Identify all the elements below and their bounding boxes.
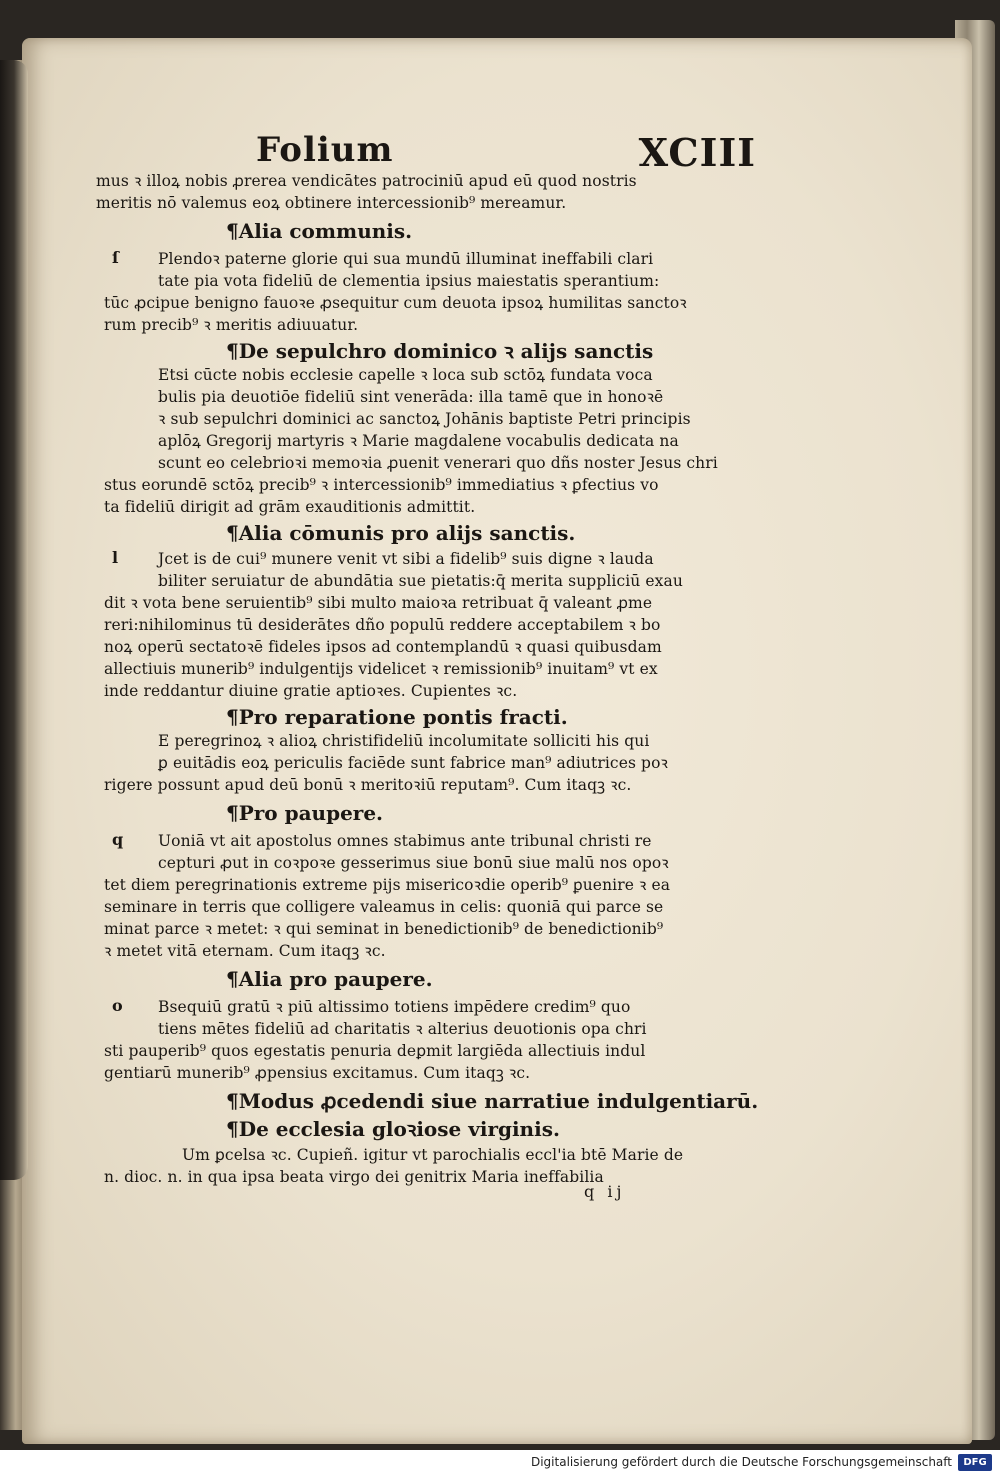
text-line: Plendoꝛ paterne glorie qui sua mundū illuminat ineffabili clari <box>158 250 654 268</box>
text-line: tūc ꝓcipue benigno fauoꝛe ꝓsequitur cum deuota ipsoꝝ humilitas sanctoꝛ <box>104 294 687 312</box>
text-line: ta fideliū dirigit ad grām exauditionis admittit. <box>104 498 476 516</box>
dfg-logo: DFG <box>958 1454 992 1471</box>
section-heading: ¶Alia communis. <box>226 219 413 243</box>
text-line: rigere possunt apud deū bonū ꝛ meritoꝛiū reputam⁹. Cum itaqꝫ ꝛc. <box>104 776 632 794</box>
section-heading: ¶Modus ꝓcedendi siue narratiue indulgentiarū. <box>226 1089 759 1113</box>
text-line: scunt eo celebrioꝛi memoꝛia ꝓuenit venerari quo dñs noster Jesus chri <box>158 454 718 472</box>
folio-number: XCIII <box>638 130 756 175</box>
text-line: reri:nihilominus tū desiderātes dño populū reddere acceptabilem ꝛ bo <box>104 616 661 634</box>
section-heading: ¶Pro reparatione pontis fracti. <box>226 705 568 729</box>
section-heading: ¶De sepulchro dominico ꝛ alijs sanctis <box>226 339 654 363</box>
page-header <box>256 130 756 175</box>
text-line: inde reddantur diuine gratie aptioꝛes. Cupientes ꝛc. <box>104 682 518 700</box>
text-line: allectiuis munerib⁹ indulgentijs videlicet ꝛ remissionib⁹ inuitam⁹ vt ex <box>104 660 658 678</box>
text-line: ꝛ sub sepulchri dominici ac sanctoꝝ Johānis baptiste Petri principis <box>158 410 691 428</box>
signature-mark: q ij <box>584 1182 626 1201</box>
text-line: rum precib⁹ ꝛ meritis adiuuatur. <box>104 316 359 334</box>
guide-letter: q <box>112 830 124 849</box>
section-heading: ¶Alia pro paupere. <box>226 967 433 991</box>
text-line: E peregrinoꝝ ꝛ alioꝝ christifideliū incolumitate solliciti his qui <box>158 732 650 750</box>
text-line: sti pauperib⁹ quos egestatis penuria deꝑmit largiēda allectiuis indul <box>104 1042 646 1060</box>
text-line: minat parce ꝛ metet: ꝛ qui seminat in benedictionib⁹ de benedictionib⁹ <box>104 920 664 938</box>
header-word: Folium <box>256 130 394 170</box>
guide-letter: l <box>112 548 119 567</box>
text-line: Um ꝑcelsa ꝛc. Cupieñ. igitur vt parochialis eccl'ia btē Marie de <box>182 1146 684 1164</box>
footer-bar <box>0 1450 1000 1476</box>
text-line: aplōꝝ Gregorij martyris ꝛ Marie magdalene vocabulis dedicata na <box>158 432 679 450</box>
text-line: tet diem peregrinationis extreme pijs misericoꝛdie operib⁹ ꝑuenire ꝛ ea <box>104 876 671 894</box>
text-line: stus eorundē sctōꝝ precib⁹ ꝛ intercessionib⁹ immediatius ꝛ ꝑfectius vo <box>104 476 659 494</box>
text-line: cepturi ꝓut in coꝛpoꝛe gesserimus siue bonū siue malū nos opoꝛ <box>158 854 669 872</box>
text-line: meritis nō valemus eoꝝ obtinere intercessionib⁹ mereamur. <box>96 194 567 212</box>
guide-letter: ſ <box>112 248 119 267</box>
section-heading: ¶De ecclesia gloꝛiose virginis. <box>226 1117 560 1141</box>
text-line: tiens mētes fideliū ad charitatis ꝛ alterius deuotionis opa chri <box>158 1020 647 1038</box>
text-line: n. dioc. n. in qua ipsa beata virgo dei genitrix Maria ineffabilia <box>104 1168 604 1186</box>
text-line: gentiarū munerib⁹ ꝓpensius excitamus. Cum itaqꝫ ꝛc. <box>104 1064 531 1082</box>
text-line: tate pia vota fideliū de clementia ipsius maiestatis sperantium: <box>158 272 660 290</box>
footer-credit: Digitalisierung gefördert durch die Deutsche Forschungsgemeinschaft <box>530 1455 952 1469</box>
text-line: mus ꝛ illoꝝ nobis ꝓrerea vendicātes patrociniū apud eū quod nostris <box>96 172 637 190</box>
text-line: bulis pia deuotiōe fideliū sint venerāda: illa tamē que in honoꝛē <box>158 388 664 406</box>
section-heading: ¶Pro paupere. <box>226 801 384 825</box>
text-line: ꝛ metet vitā eternam. Cum itaqꝫ ꝛc. <box>104 942 386 960</box>
text-line: Etsi cūcte nobis ecclesie capelle ꝛ loca sub sctōꝝ fundata voca <box>158 366 653 384</box>
text-line: dit ꝛ vota bene seruientib⁹ sibi multo maioꝛa retribuat q̄ valeant ꝓme <box>104 594 653 612</box>
text-line: seminare in terris que colligere valeamus in celis: quoniā qui parce se <box>104 898 664 916</box>
text-line: noꝝ operū sectatoꝛē fideles ipsos ad contemplandū ꝛ quasi quibusdam <box>104 638 662 656</box>
text-line: Jcet is de cui⁹ munere venit vt sibi a fidelib⁹ suis digne ꝛ lauda <box>158 550 654 568</box>
text-line: biliter seruiatur de abundātia sue pietatis:q̄ merita suppliciū exau <box>158 572 683 590</box>
text-line: ꝑ euitādis eoꝝ periculis faciēde sunt fabrice man⁹ adiutrices poꝛ <box>158 754 668 772</box>
section-heading: ¶Alia cōmunis pro alijs sanctis. <box>226 521 576 545</box>
text-line: Uoniā vt ait apostolus omnes stabimus ante tribunal christi re <box>158 832 652 850</box>
book-binding <box>0 60 28 1180</box>
guide-letter: o <box>112 996 123 1015</box>
text-line: Bsequiū gratū ꝛ piū altissimo totiens impēdere credim⁹ quo <box>158 998 631 1016</box>
